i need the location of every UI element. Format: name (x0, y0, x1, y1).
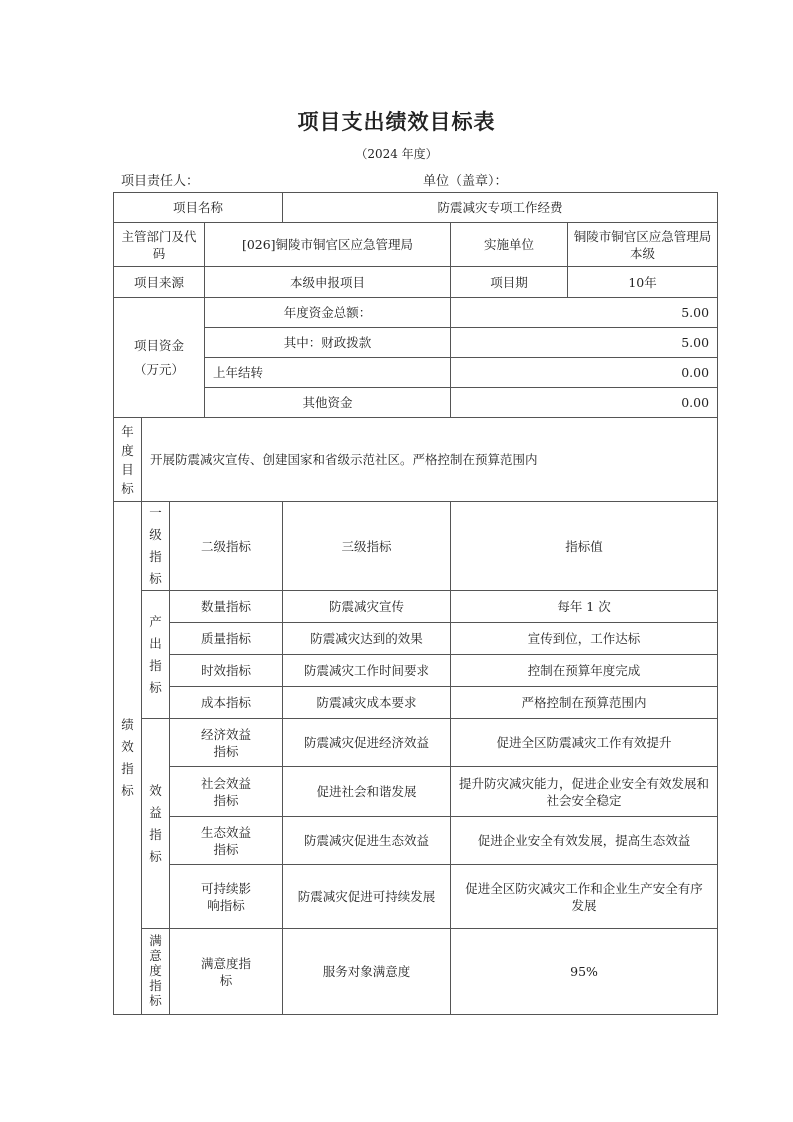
indicator-row (114, 655, 718, 687)
satisfaction-label: 满意度指标 (142, 929, 170, 1015)
project-name-row (114, 193, 718, 223)
l3-cell: 防震减灾宣传 (283, 591, 451, 623)
value-cell: 每年 1 次 (451, 591, 718, 623)
fund-other-value: 0.00 (451, 388, 718, 418)
source-row (114, 267, 718, 298)
project-name-value: 防震减灾专项工作经费 (283, 193, 718, 223)
level1-header: 一级指标 (142, 502, 170, 591)
impl-value: 铜陵市铜官区应急管理局本级 (573, 228, 712, 261)
l2-cell: 成本指标 (170, 687, 283, 719)
indicator-row (114, 623, 718, 655)
l3-cell: 防震减灾达到的效果 (283, 623, 451, 655)
fund-row (114, 358, 718, 388)
dept-value: [026]铜陵市铜官区应急管理局 (205, 223, 451, 267)
impl-label: 实施单位 (451, 223, 568, 266)
l3-cell: 防震减灾工作时间要求 (283, 655, 451, 687)
indicator-row (114, 591, 718, 623)
output-label: 产出指标 (142, 591, 170, 719)
project-name-label: 项目名称 (114, 193, 283, 223)
l3-cell: 服务对象满意度 (283, 929, 451, 1015)
l2-cell: 时效指标 (170, 655, 283, 687)
annual-goal-text: 开展防震减灾宣传、创建国家和省级示范社区。严格控制在预算范围内 (142, 418, 718, 502)
fund-row (114, 388, 718, 418)
fund-carryover-value: 0.00 (451, 358, 718, 388)
level2-header: 二级指标 (170, 502, 283, 591)
year-label: （2024 年度） (355, 147, 438, 161)
value-cell: 促进全区防震减灾工作有效提升 (451, 719, 718, 767)
l2-cell: 质量指标 (170, 623, 283, 655)
value-cell: 促进全区防灾减灾工作和企业生产安全有序发展 (451, 865, 718, 929)
l3-cell: 防震减灾促进经济效益 (283, 719, 451, 767)
indicator-row (114, 767, 718, 817)
value-cell: 95% (451, 929, 718, 1015)
value-cell: 提升防灾减灾能力，促进企业安全有效发展和社会安全稳定 (451, 767, 718, 817)
funds-label: 项目资金（万元） (114, 298, 205, 418)
performance-label: 绩效指标 (114, 502, 142, 1015)
annual-goal-label: 年度目标 (114, 418, 142, 502)
indicator-row (114, 687, 718, 719)
fund-total-value: 5.00 (451, 298, 718, 328)
l3-cell: 防震减灾成本要求 (283, 687, 451, 719)
l3-cell: 防震减灾促进生态效益 (283, 817, 451, 865)
value-header: 指标值 (451, 502, 718, 591)
fund-row (114, 328, 718, 358)
indicator-row (114, 719, 718, 767)
l2-cell: 可持续影响指标 (170, 865, 283, 929)
annual-goal-row (114, 418, 718, 502)
period-cell (451, 267, 718, 298)
value-cell: 促进企业安全有效发展，提高生态效益 (451, 817, 718, 865)
unit-seal-label: 单位（盖章）： (423, 174, 508, 189)
value-cell: 宣传到位，工作达标 (451, 623, 718, 655)
fund-fiscal-label: 其中：财政拨款 (205, 328, 451, 358)
fund-carryover-label: 上年结转 (205, 358, 451, 388)
responsible-label: 项目责任人： (121, 174, 200, 189)
indicator-header-row (114, 502, 718, 591)
dept-row (114, 223, 718, 267)
fund-other-label: 其他资金 (205, 388, 451, 418)
value-cell: 严格控制在预算范围内 (451, 687, 718, 719)
source-value: 本级申报项目 (205, 267, 451, 298)
indicator-row (114, 929, 718, 1015)
level3-header: 三级指标 (283, 502, 451, 591)
fund-row (114, 298, 718, 328)
l2-cell: 数量指标 (170, 591, 283, 623)
performance-target-table (113, 192, 718, 1015)
l2-cell: 满意度指标 (170, 929, 283, 1015)
l2-cell: 经济效益指标 (170, 719, 283, 767)
impl-cell (451, 223, 718, 267)
source-label: 项目来源 (114, 267, 205, 298)
l2-cell: 生态效益指标 (170, 817, 283, 865)
indicator-row (114, 817, 718, 865)
fund-fiscal-value: 5.00 (451, 328, 718, 358)
dept-label: 主管部门及代码 (114, 223, 205, 267)
l3-cell: 促进社会和谐发展 (283, 767, 451, 817)
page-title: 项目支出绩效目标表 (297, 109, 496, 134)
period-label: 项目期 (451, 267, 568, 297)
l2-cell: 社会效益指标 (170, 767, 283, 817)
indicator-row (114, 865, 718, 929)
value-cell: 控制在预算年度完成 (451, 655, 718, 687)
benefit-label: 效益指标 (142, 719, 170, 929)
l3-cell: 防震减灾促进可持续发展 (283, 865, 451, 929)
period-value: 10年 (628, 274, 657, 290)
fund-total-label: 年度资金总额： (205, 298, 451, 328)
